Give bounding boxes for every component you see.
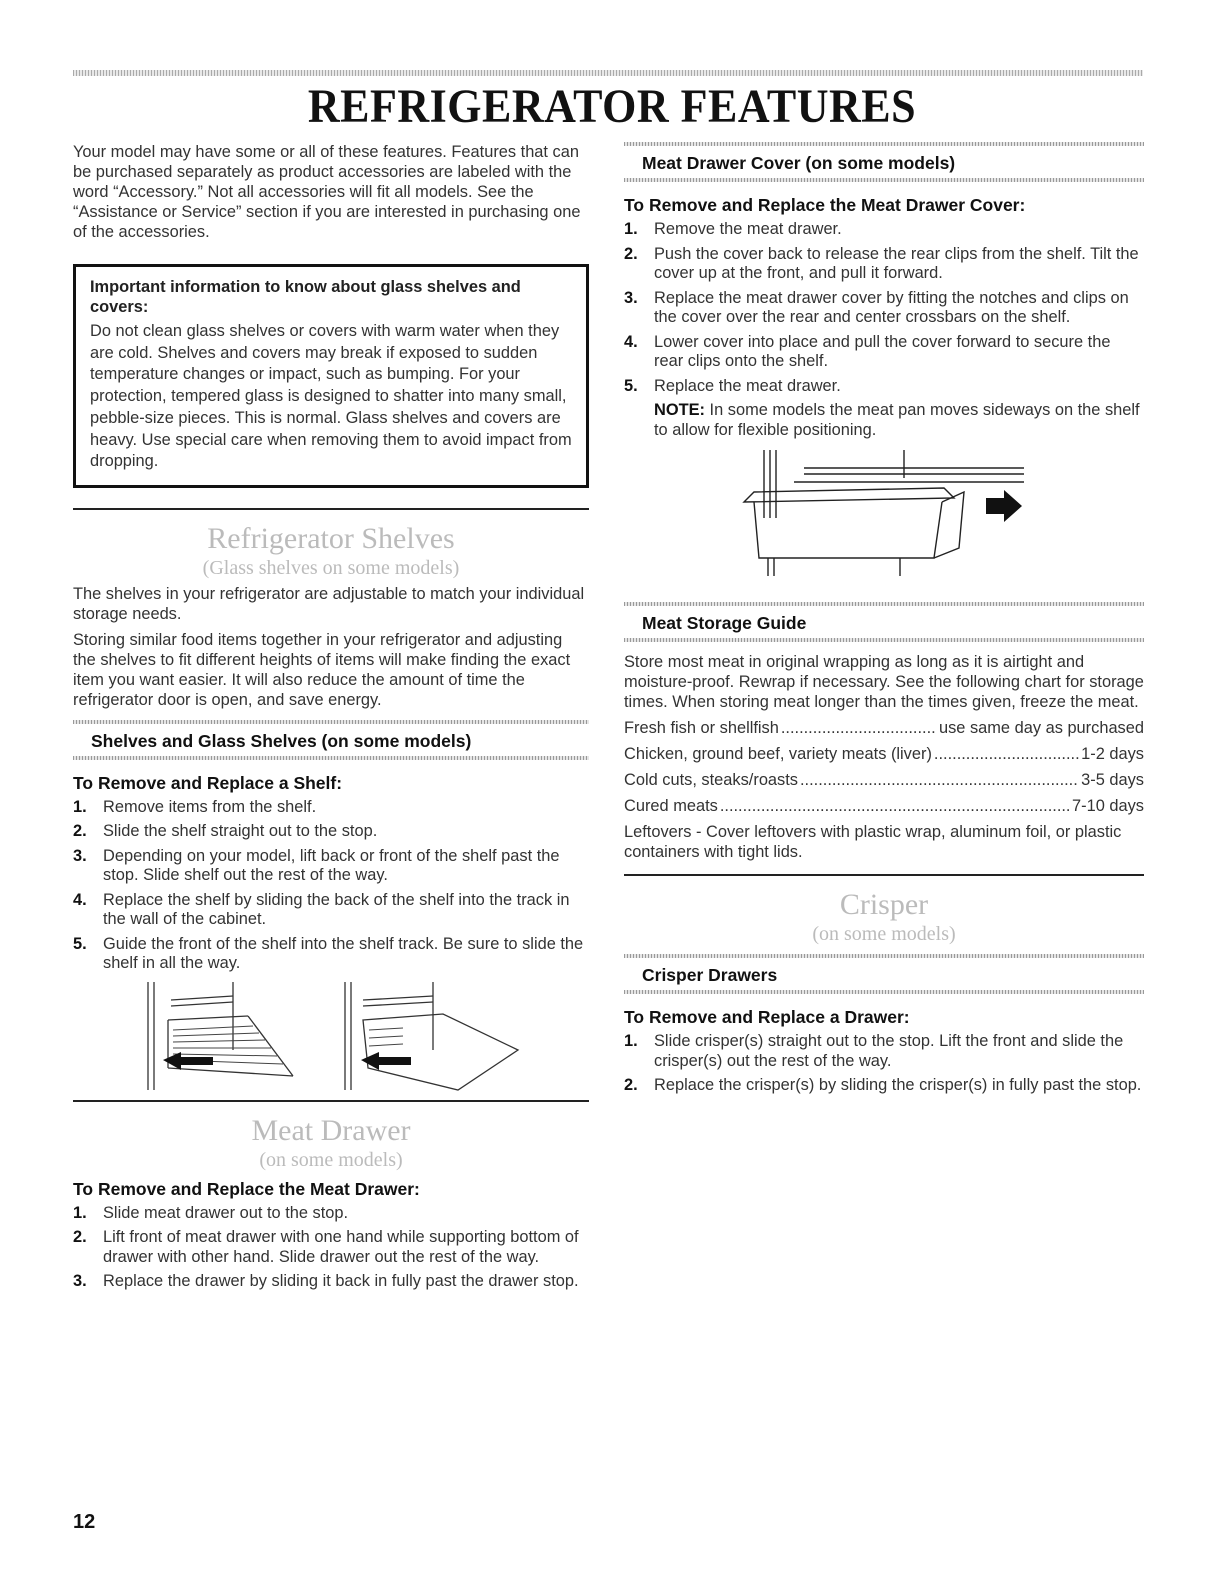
- shelves-section-subtitle: (Glass shelves on some models): [202, 556, 460, 579]
- page-title: REFRIGERATOR FEATURES: [307, 79, 917, 133]
- shelf-procedure-title: To Remove and Replace a Shelf:: [73, 772, 343, 793]
- left-column: [73, 142, 589, 1297]
- shelf-removal-illustration: [73, 980, 589, 1092]
- meat-guide-table: [624, 718, 1144, 816]
- page-number: 12: [73, 1511, 96, 1533]
- section-divider: [73, 508, 589, 510]
- notice-heading: Important information to know about glass shelves and covers:: [90, 278, 521, 316]
- glass-notice-box: [73, 264, 589, 488]
- meat-cover-procedure-title: To Remove and Replace the Meat Drawer Cover:: [624, 195, 1026, 215]
- shelf-steps-list: [73, 798, 589, 974]
- table-row: Chicken, ground beef, variety meats (liver) ..... 1-2 days: [624, 744, 1144, 764]
- meat-drawer-section-title: Meat Drawer: [251, 1113, 411, 1147]
- list-item: 3. Replace the meat drawer cover by fitting the notches and clips on the cover over the rear and center crossbars on the shelf.: [624, 288, 1129, 326]
- section-divider: [73, 1100, 589, 1102]
- list-item: 2. Push the cover back to release the rear clips from the shelf. Tilt the cover up at the front, and pull it forward.: [624, 244, 1139, 282]
- list-item: 1. Remove items from the shelf.: [73, 797, 317, 816]
- list-item: 5. Replace the meat drawer.: [624, 376, 841, 395]
- crisper-section-subtitle: (on some models): [812, 923, 956, 945]
- list-item: 4. Replace the shelf by sliding the back of the shelf into the track in the wall of the cabinet.: [73, 890, 570, 929]
- list-item: 4. Lower cover into place and pull the cover forward to secure the rear clips onto the shelf.: [624, 332, 1111, 370]
- crisper-subsection-header: [624, 954, 1144, 994]
- meat-cover-subsection-header: [624, 142, 1144, 182]
- meat-drawer-section-subtitle: (on some models): [259, 1148, 403, 1171]
- meat-cover-steps-list: [624, 220, 1144, 396]
- meat-guide-subsection-heading: Meat Storage Guide: [642, 613, 807, 633]
- crisper-subsection-heading: Crisper Drawers: [642, 965, 778, 985]
- meat-guide-leftovers: Leftovers - Cover leftovers with plastic wrap, aluminum foil, or plastic containers with tight lids.: [624, 823, 1122, 861]
- shelves-paragraph-1: The shelves in your refrigerator are adjustable to match your individual storage needs.: [73, 584, 585, 623]
- shelves-paragraph-2: Storing similar food items together in your refrigerator and adjusting the shelves to fit different heights of items will make finding the exact item you want easier. It will also reduce the amount of time the refrigerator door is open, and save energy.: [73, 630, 571, 709]
- shelves-section-title: Refrigerator Shelves: [207, 521, 455, 555]
- crisper-section-title: Crisper: [839, 888, 929, 921]
- list-item: 3. Depending on your model, lift back or front of the shelf past the stop. Slide shelf out the rest of the way.: [73, 846, 560, 885]
- list-item: 5. Guide the front of the shelf into the shelf track. Be sure to slide the shelf in all the way.: [73, 934, 584, 973]
- meat-cover-subsection-heading: Meat Drawer Cover (on some models): [642, 153, 956, 173]
- list-item: 1. Slide meat drawer out to the stop.: [73, 1203, 349, 1222]
- meat-cover-note: NOTE: In some models the meat pan moves sideways on the shelf to allow for flexible positioning.: [654, 401, 1140, 439]
- right-column: [624, 142, 1144, 1101]
- list-item: 2. Slide the shelf straight out to the stop.: [73, 822, 378, 841]
- list-item: 3. Replace the drawer by sliding it back in fully past the drawer stop.: [73, 1272, 579, 1291]
- table-row: Cured meats ..... 7-10 days: [624, 796, 1144, 816]
- list-item: 1. Slide crisper(s) straight out to the stop. Lift the front and slide the crisper(s) out the rest of the way.: [624, 1032, 1124, 1070]
- meat-drawer-illustration: [624, 448, 1144, 588]
- section-divider: [624, 874, 1144, 876]
- crisper-procedure-title: To Remove and Replace a Drawer:: [624, 1007, 910, 1027]
- meat-guide-intro: Store most meat in original wrapping as long as it is airtight and moisture-proof. Rewrap if necessary. See the following chart for storage times. When storing meat longer than the times given, freeze the meat.: [624, 653, 1144, 711]
- crisper-steps-list: [624, 1032, 1144, 1096]
- list-item: 2. Replace the crisper(s) by sliding the crisper(s) in fully past the stop.: [624, 1076, 1142, 1094]
- meat-drawer-steps-list: [73, 1204, 589, 1292]
- shelves-subsection-heading: Shelves and Glass Shelves (on some models): [91, 730, 472, 751]
- meat-guide-subsection-header: [624, 602, 1144, 642]
- table-row: Cold cuts, steaks/roasts ..... 3-5 days: [624, 770, 1144, 790]
- list-item: 2. Lift front of meat drawer with one hand while supporting bottom of drawer with other hand. Slide drawer out the rest of the way.: [73, 1228, 579, 1266]
- notice-body: Do not clean glass shelves or covers with warm water when they are cold. Shelves and covers may break if exposed to sudden temperature changes or impact, such as bumping. For your protection, tempered glass is designed to shatter into many small, pebble-size pieces. This is normal. Glass shelves and covers are heavy. Use special care when removing them to avoid impact from dropping.: [90, 322, 572, 471]
- shelves-subsection-header: [73, 720, 589, 760]
- list-item: 1. Remove the meat drawer.: [624, 220, 842, 238]
- top-decorative-bar: [73, 70, 1143, 76]
- table-row: Fresh fish or shellfish ..... use same day as purchased: [624, 718, 1144, 738]
- meat-drawer-procedure-title: To Remove and Replace the Meat Drawer:: [73, 1178, 420, 1199]
- intro-paragraph: Your model may have some or all of these features. Features that can be purchased separately as product accessories are labeled with the word “Accessory.” Not all accessories will fit all models. See the “Assistance or Service” section if you are interested in purchasing one of the accessories.: [73, 143, 581, 241]
